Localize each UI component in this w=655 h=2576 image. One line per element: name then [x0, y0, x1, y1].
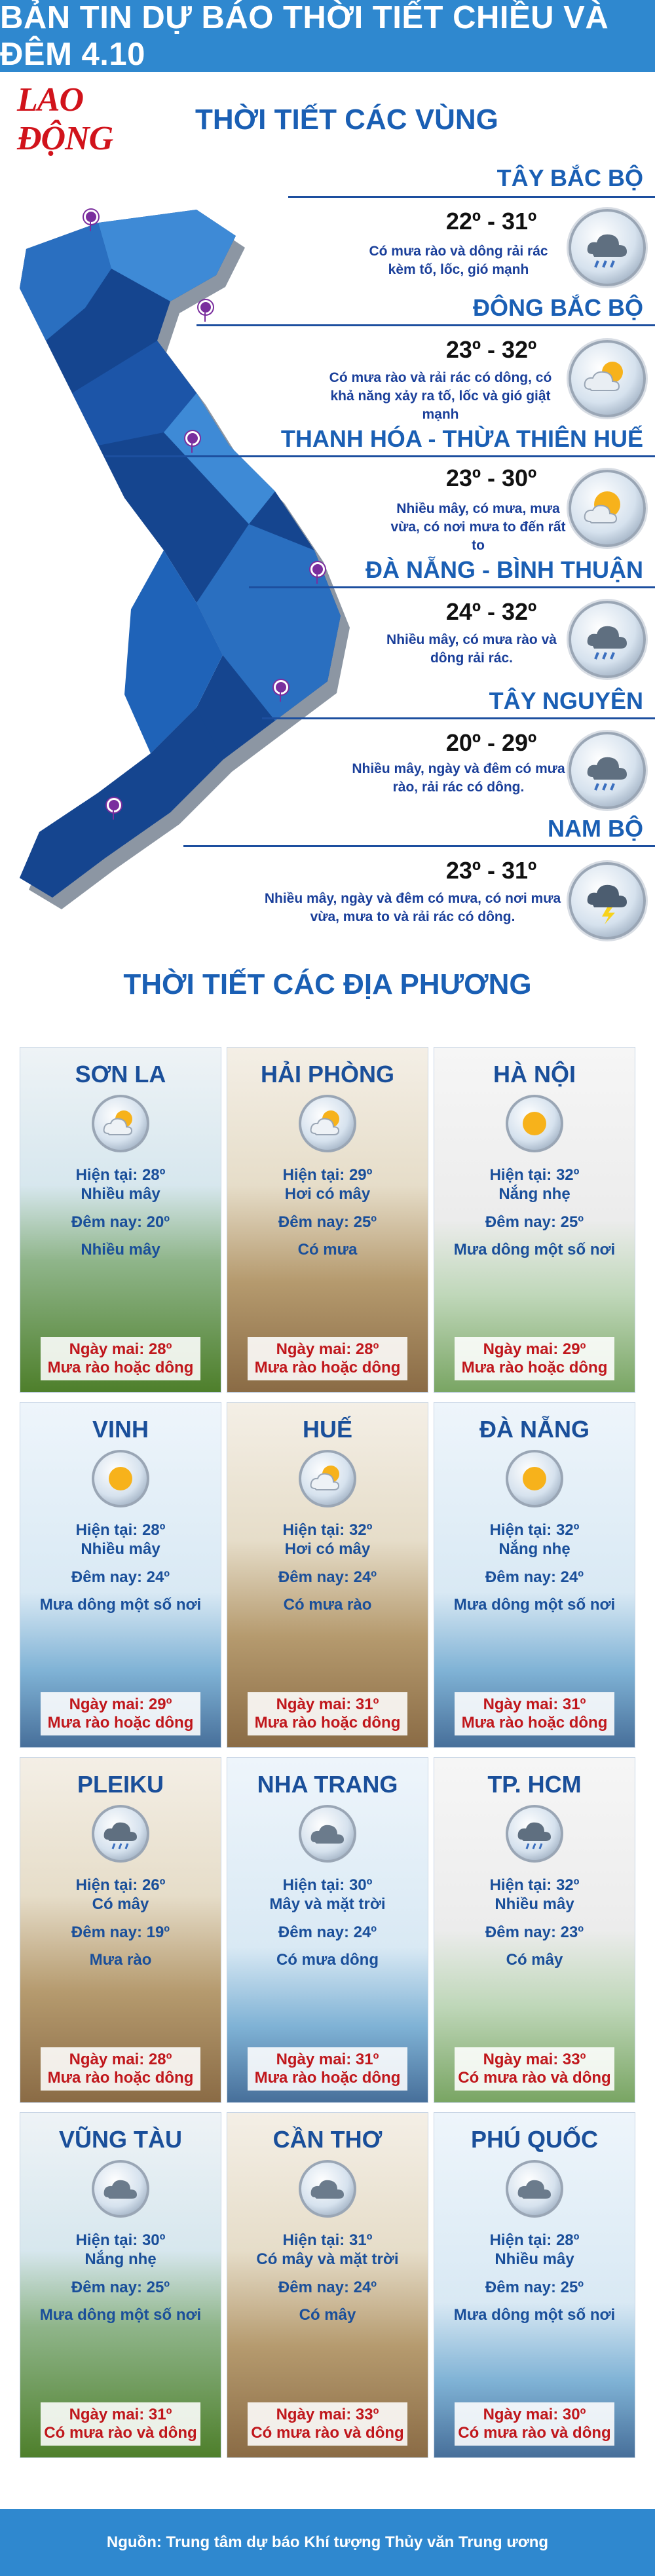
city-now-desc: Mây và mặt trời [269, 1895, 386, 1913]
city-tomorrow-box [41, 2402, 201, 2446]
region-temp: 22º - 31º [445, 208, 537, 235]
city-now: Hiện tại: 30º [75, 2231, 166, 2249]
city-tomorrow-desc: Mưa rào hoặc dông [254, 1359, 401, 1376]
city-night-desc: Nhiều mây [81, 1241, 160, 1259]
sun-icon [92, 1450, 149, 1507]
city-tomorrow-desc: Có mưa rào và dông [251, 2424, 404, 2442]
city-card [227, 1757, 428, 2103]
city-now: Hiện tại: 29º [282, 1166, 373, 1184]
region-desc: Có mưa rào và dông rải rác kèm tố, lốc, gió mạnh [369, 244, 548, 277]
city-name: HUẾ [302, 1416, 352, 1443]
city-now: Hiện tại: 32º [489, 1166, 580, 1184]
city-tomorrow: Ngày mai: 31º [276, 1695, 379, 1713]
city-night-desc: Có mây [506, 1951, 563, 1969]
section-title-regions: THỜI TIẾT CÁC VÙNG [195, 104, 498, 136]
city-tomorrow-desc: Có mưa rào và dông [458, 2069, 611, 2087]
sun-cloud-icon [92, 1095, 149, 1152]
city-tomorrow: Ngày mai: 28º [69, 2051, 172, 2068]
region-divider [105, 455, 655, 457]
city-tomorrow-desc: Mưa rào hoặc dông [254, 1714, 401, 1732]
city-now-desc: Nhiều mây [495, 1895, 574, 1913]
city-name: PHÚ QUỐC [470, 2126, 598, 2153]
city-now-desc: Có mây [92, 1895, 149, 1913]
city-night-desc: Mưa dông một số nơi [39, 2306, 202, 2324]
city-tomorrow-box [41, 1692, 201, 1735]
region-temp: 23º - 31º [445, 857, 537, 884]
region-divider [249, 586, 655, 588]
city-now-desc: Nắng nhẹ [498, 1185, 571, 1203]
city-name: HÀ NỘI [493, 1061, 576, 1088]
city-now-desc: Nhiều mây [81, 1540, 160, 1558]
city-card [227, 2112, 428, 2458]
city-tomorrow-desc: Có mưa rào và dông [44, 2424, 197, 2442]
city-night-desc: Có mưa rào [283, 1596, 372, 1614]
cloud-icon [92, 2160, 149, 2218]
city-night-desc: Mưa rào [89, 1951, 152, 1969]
city-night: Đêm nay: 24º [278, 1568, 377, 1586]
city-tomorrow-box [248, 2047, 408, 2091]
city-tomorrow-box [455, 1337, 615, 1380]
city-night: Đêm nay: 23º [485, 1923, 584, 1941]
region-north-central [0, 423, 655, 554]
region-desc: Nhiều mây, ngày và đêm có mưa rào, rải rác có dông. [352, 761, 565, 795]
sun-cloud-icon [299, 1095, 356, 1152]
region-name: TÂY BẮC BỘ [496, 164, 643, 191]
city-now-desc: Nhiều mây [81, 1185, 160, 1203]
region-name: TÂY NGUYÊN [489, 687, 643, 714]
storm-cloud-icon [92, 1805, 149, 1863]
region-name: THANH HÓA - THỪA THIÊN HUẾ [280, 425, 643, 452]
section-title-local: THỜI TIẾT CÁC ĐỊA PHƯƠNG [123, 968, 532, 1000]
region-temp: 23º - 32º [445, 336, 537, 363]
region-desc: Nhiều mây, ngày và đêm có mưa, có nơi mưa vừa, mưa to và rải rác có dông. [264, 891, 561, 924]
city-tomorrow: Ngày mai: 33º [483, 2051, 586, 2068]
city-tomorrow-desc: Mưa rào hoặc dông [461, 1359, 608, 1376]
city-night: Đêm nay: 24º [485, 1568, 584, 1586]
logo [17, 81, 181, 157]
city-name: VŨNG TÀU [59, 2126, 182, 2153]
city-card [20, 1757, 221, 2103]
city-name: ĐÀ NẴNG [479, 1416, 590, 1443]
city-night: Đêm nay: 25º [278, 1213, 377, 1231]
region-highlands [0, 685, 655, 819]
city-tomorrow-desc: Mưa rào hoặc dông [47, 1359, 194, 1376]
city-now-desc: Hơi có mây [284, 1185, 371, 1203]
region-temp: 23º - 30º [445, 464, 537, 491]
region-divider [262, 717, 655, 719]
city-card [434, 1047, 635, 1393]
lightning-cloud-icon [569, 862, 646, 939]
region-temp: 24º - 32º [445, 598, 537, 625]
storm-cloud-icon [569, 732, 646, 809]
city-now: Hiện tại: 32º [489, 1521, 580, 1539]
city-tomorrow: Ngày mai: 28º [69, 1340, 172, 1358]
city-night: Đêm nay: 24º [278, 1923, 377, 1941]
city-tomorrow-box [455, 2402, 615, 2446]
city-tomorrow-box [248, 1692, 408, 1735]
city-night-desc: Mưa dông một số nơi [453, 1241, 616, 1259]
city-now: Hiện tại: 28º [75, 1166, 166, 1184]
city-name: PLEIKU [77, 1771, 164, 1798]
region-name: NAM BỘ [548, 815, 643, 842]
region-central-coast [0, 554, 655, 685]
city-now: Hiện tại: 32º [489, 1876, 580, 1894]
city-name: NHA TRANG [257, 1771, 398, 1798]
city-tomorrow-desc: Mưa rào hoặc dông [254, 2069, 401, 2087]
city-night-desc: Có mưa [297, 1241, 358, 1259]
region-temp: 20º - 29º [445, 729, 537, 756]
city-now-desc: Nắng nhẹ [498, 1540, 571, 1558]
city-card [20, 1047, 221, 1393]
sun-cloud-icon [569, 470, 646, 547]
city-now: Hiện tại: 28º [75, 1521, 166, 1539]
region-divider [196, 324, 655, 326]
city-tomorrow-desc: Mưa rào hoặc dông [47, 1714, 194, 1732]
city-card [20, 2112, 221, 2458]
city-now: Hiện tại: 28º [489, 2231, 580, 2249]
city-night: Đêm nay: 19º [71, 1923, 170, 1941]
region-divider [183, 845, 655, 847]
storm-cloud-icon [569, 601, 646, 678]
region-name: ĐÀ NẴNG - BÌNH THUẬN [365, 556, 643, 583]
city-tomorrow-desc: Mưa rào hoặc dông [47, 2069, 194, 2087]
storm-cloud-icon [569, 209, 646, 286]
region-divider [288, 196, 655, 198]
city-now-desc: Hơi có mây [284, 1540, 371, 1558]
city-name: HẢI PHÒNG [260, 1061, 394, 1088]
cloud-icon [299, 2160, 356, 2218]
city-name: CẦN THƠ [272, 2126, 383, 2153]
city-now: Hiện tại: 32º [282, 1521, 373, 1539]
city-card [434, 1402, 635, 1748]
city-night-desc: Mưa dông một số nơi [453, 2306, 616, 2324]
city-night-desc: Mưa dông một số nơi [453, 1596, 616, 1614]
sun-icon [506, 1095, 563, 1152]
city-tomorrow-desc: Mưa rào hoặc dông [461, 1714, 608, 1732]
city-night: Đêm nay: 25º [485, 1213, 584, 1231]
city-tomorrow-box [248, 1337, 408, 1380]
city-tomorrow-box [41, 2047, 201, 2091]
city-card [20, 1402, 221, 1748]
city-now-desc: Nắng nhẹ [84, 2250, 157, 2268]
city-card [434, 2112, 635, 2458]
city-name: SƠN LA [75, 1061, 166, 1088]
sun-icon [506, 1450, 563, 1507]
city-name: VINH [92, 1416, 149, 1443]
footer-source: Nguồn: Trung tâm dự báo Khí tượng Thủy văn Trung ương [0, 2509, 655, 2576]
city-card [434, 1757, 635, 2103]
region-name: ĐÔNG BẮC BỘ [473, 294, 643, 321]
region-desc: Nhiều mây, có mưa rào và dông rải rác. [386, 632, 557, 666]
city-tomorrow: Ngày mai: 29º [69, 1695, 172, 1713]
city-tomorrow: Ngày mai: 29º [483, 1340, 586, 1358]
city-night: Đêm nay: 25º [71, 2279, 170, 2296]
city-tomorrow: Ngày mai: 31º [69, 2406, 172, 2423]
city-tomorrow: Ngày mai: 31º [276, 2051, 379, 2068]
city-night-desc: Có mưa dông [276, 1951, 379, 1969]
city-night-desc: Có mây [299, 2306, 356, 2324]
sun-cloud-icon [299, 1450, 356, 1507]
city-card [227, 1402, 428, 1748]
region-desc: Có mưa rào và rải rác có dông, có khả năng xảy ra tố, lốc và gió giật mạnh [329, 370, 552, 422]
region-northeast [0, 292, 655, 423]
city-tomorrow: Ngày mai: 30º [483, 2406, 586, 2423]
page-title: BẢN TIN DỰ BÁO THỜI TIẾT CHIỀU VÀ ĐÊM 4.10 [0, 0, 655, 72]
city-tomorrow-box [455, 2047, 615, 2091]
city-night: Đêm nay: 24º [278, 2279, 377, 2296]
city-tomorrow-box [455, 1692, 615, 1735]
city-now: Hiện tại: 30º [282, 1876, 373, 1894]
region-south [0, 812, 655, 957]
sun-cloud-icon [569, 340, 646, 417]
storm-cloud-icon [506, 1805, 563, 1863]
cloud-icon [299, 1805, 356, 1863]
city-tomorrow-box [41, 1337, 201, 1380]
cloud-icon [506, 2160, 563, 2218]
city-night: Đêm nay: 20º [71, 1213, 170, 1231]
region-northwest [0, 161, 655, 295]
city-tomorrow-desc: Có mưa rào và dông [458, 2424, 611, 2442]
city-now: Hiện tại: 26º [75, 1876, 166, 1894]
city-now-desc: Nhiều mây [495, 2250, 574, 2268]
city-tomorrow: Ngày mai: 33º [276, 2406, 379, 2423]
city-tomorrow-box [248, 2402, 408, 2446]
region-desc: Nhiều mây, có mưa, mưa vừa, có nơi mưa to đến rất to [390, 501, 566, 553]
city-name: TP. HCM [487, 1771, 582, 1798]
city-night: Đêm nay: 25º [485, 2279, 584, 2296]
city-now: Hiện tại: 31º [282, 2231, 373, 2249]
city-now-desc: Có mây và mặt trời [256, 2250, 399, 2268]
city-night-desc: Mưa dông một số nơi [39, 1596, 202, 1614]
city-tomorrow: Ngày mai: 31º [483, 1695, 586, 1713]
logo-text: LAO ĐỘNG [17, 81, 113, 157]
city-night: Đêm nay: 24º [71, 1568, 170, 1586]
city-tomorrow: Ngày mai: 28º [276, 1340, 379, 1358]
city-card [227, 1047, 428, 1393]
